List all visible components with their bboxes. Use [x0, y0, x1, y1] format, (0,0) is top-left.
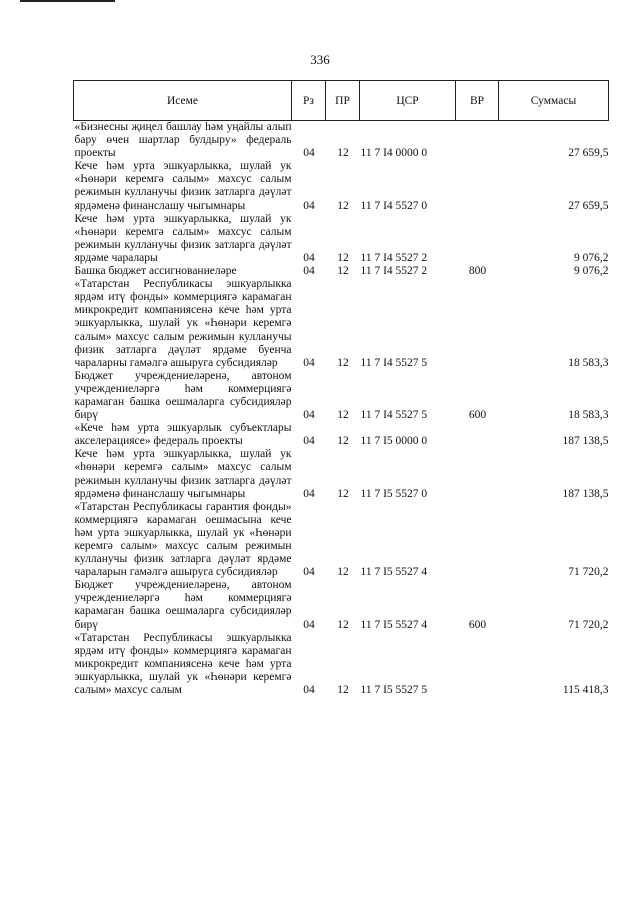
row-csr: 11 7 I4 5527 5	[360, 409, 428, 422]
row-sum: 18 583,3	[568, 356, 609, 369]
row-pr: 12	[337, 684, 349, 697]
row-sum: 27 659,5	[568, 199, 609, 212]
row-name: Бюджет учреждениеләренә, автоном учреждениеләргә һәм коммерциягә карамаган башка оешмаларга субсидияләр бирү	[74, 579, 292, 631]
row-name: Бюджет учреждениеләренә, автоном учреждениеләргә һәм коммерциягә карамаган башка оешмаларга субсидияләр бирү	[74, 369, 292, 422]
row-vr	[456, 632, 499, 697]
row-csr: 11 7 I5 5527 4	[360, 566, 428, 579]
row-vr	[456, 160, 499, 212]
row-vr	[456, 501, 499, 580]
budget-table	[73, 80, 609, 697]
row-pr: 12	[337, 147, 349, 160]
row-csr: 11 7 I4 5527 2	[360, 265, 428, 278]
row-sum: 71 720,2	[568, 618, 609, 631]
table-row	[74, 370, 609, 422]
row-pr: 12	[337, 356, 349, 369]
row-rz: 04	[303, 356, 315, 369]
table-row	[74, 213, 609, 265]
row-name: Кече һәм урта эшкуарлыкка, шулай ук «һөнәри керемгә салым» махсус салым режимын кулланучы физик затларга дәүләт ярдәменә финанслашу чыгымнары	[74, 448, 292, 500]
row-vr	[456, 121, 499, 161]
row-sum: 18 583,3	[568, 409, 609, 422]
row-sum: 9 076,2	[574, 251, 609, 264]
row-vr: 600	[468, 618, 487, 631]
row-name: «Татарстан Республикасы эшкуарлыкка ярдәм итү фонды» коммерциягә карамаган микрокредит компаниясенә кече һәм урта эшкуарлыкка, шулай ук «Һөнәри керемгә салым» махсус салым	[74, 631, 292, 697]
row-rz: 04	[303, 251, 315, 264]
row-csr: 11 7 I5 0000 0	[360, 435, 428, 448]
table-row	[74, 448, 609, 500]
row-vr: 600	[468, 409, 487, 422]
table-row	[74, 160, 609, 212]
row-name: «Татарстан Республикасы эшкуарлыкка ярдәм итү фонды» коммерциягә карамаган микрокредит компаниясенә кече һәм урта эшкуарлыкка, шулай ук «Һөнәри керемгә салым» махсус салым режимын кулланучы физик затларга дәүләт ярдәме буенча чараларны гамәлгә ашыруга субсидияләр	[74, 278, 292, 369]
row-pr: 12	[337, 435, 349, 448]
row-sum: 9 076,2	[574, 265, 609, 278]
row-vr	[456, 448, 499, 500]
row-rz: 04	[303, 199, 315, 212]
row-pr: 12	[337, 265, 349, 278]
row-vr: 800	[468, 265, 487, 278]
table-header-row	[74, 81, 609, 121]
row-sum: 71 720,2	[568, 566, 609, 579]
row-vr	[456, 278, 499, 370]
row-vr	[456, 213, 499, 265]
header-name: Исеме	[74, 81, 292, 121]
row-rz: 04	[303, 684, 315, 697]
row-pr: 12	[337, 566, 349, 579]
row-pr: 12	[337, 487, 349, 500]
table-row	[74, 121, 609, 161]
header-pr: ПР	[326, 81, 360, 121]
row-name: Кече һәм урта эшкуарлыкка, шулай ук «Һөнәри керемгә салым» махсус салым режимын кулланучы физик затларга дәүләт ярдәменә финанслашу чыгымнары	[74, 160, 292, 212]
row-name: «Татарстан Республикасы гарантия фонды» коммерциягә карамаган оешмасына кече һәм урта эшкуарлыкка, шулай ук «Һөнәри керемгә салым» махсус салым режимын кулланучы физик затларга дәүләт ярдәме чараларын гамәлгә ашыруга субсидияләр	[74, 500, 292, 579]
row-name: «Кече һәм урта эшкуарлык субъектлары акселерациясе» федераль проекты	[74, 422, 292, 448]
row-rz: 04	[303, 618, 315, 631]
row-csr: 11 7 I5 5527 4	[360, 618, 428, 631]
row-rz: 04	[303, 265, 315, 278]
row-csr: 11 7 I5 5527 0	[360, 487, 428, 500]
row-csr: 11 7 I4 5527 0	[360, 199, 428, 212]
row-sum: 187 138,5	[562, 435, 609, 448]
row-csr: 11 7 I4 5527 2	[360, 251, 428, 264]
header-csr: ЦСР	[360, 81, 456, 121]
row-pr: 12	[337, 618, 349, 631]
page-number: 336	[310, 52, 330, 67]
table-row	[74, 278, 609, 370]
table-row	[74, 579, 609, 631]
row-vr	[456, 422, 499, 448]
row-name: Кече һәм урта эшкуарлыкка, шулай ук «Һөнәри керемгә салым» махсус салым режимын кулланучы физик затларга дәүләт ярдәме чаралары	[74, 212, 292, 264]
row-rz: 04	[303, 409, 315, 422]
row-rz: 04	[303, 147, 315, 160]
row-name: Башка бюджет ассигнованиеләре	[74, 265, 237, 278]
header-rz: Рз	[292, 81, 326, 121]
row-pr: 12	[337, 251, 349, 264]
row-rz: 04	[303, 566, 315, 579]
row-pr: 12	[337, 199, 349, 212]
table-row	[74, 265, 609, 278]
table-row	[74, 501, 609, 580]
header-vr: ВР	[456, 81, 499, 121]
table-row	[74, 632, 609, 697]
row-name: «Бизнесны җиңел башлау һәм уңайлы алып бару өчен шартлар булдыру» федераль проекты	[74, 121, 292, 160]
row-csr: 11 7 I5 5527 5	[360, 684, 428, 697]
top-edge-rule	[20, 0, 115, 2]
row-sum: 187 138,5	[562, 487, 609, 500]
table-row	[74, 422, 609, 448]
row-rz: 04	[303, 487, 315, 500]
header-sum: Суммасы	[499, 81, 609, 121]
row-csr: 11 7 I4 0000 0	[360, 147, 428, 160]
row-rz: 04	[303, 435, 315, 448]
row-sum: 115 418,3	[562, 684, 609, 697]
row-sum: 27 659,5	[568, 147, 609, 160]
row-csr: 11 7 I4 5527 5	[360, 356, 428, 369]
row-pr: 12	[337, 409, 349, 422]
